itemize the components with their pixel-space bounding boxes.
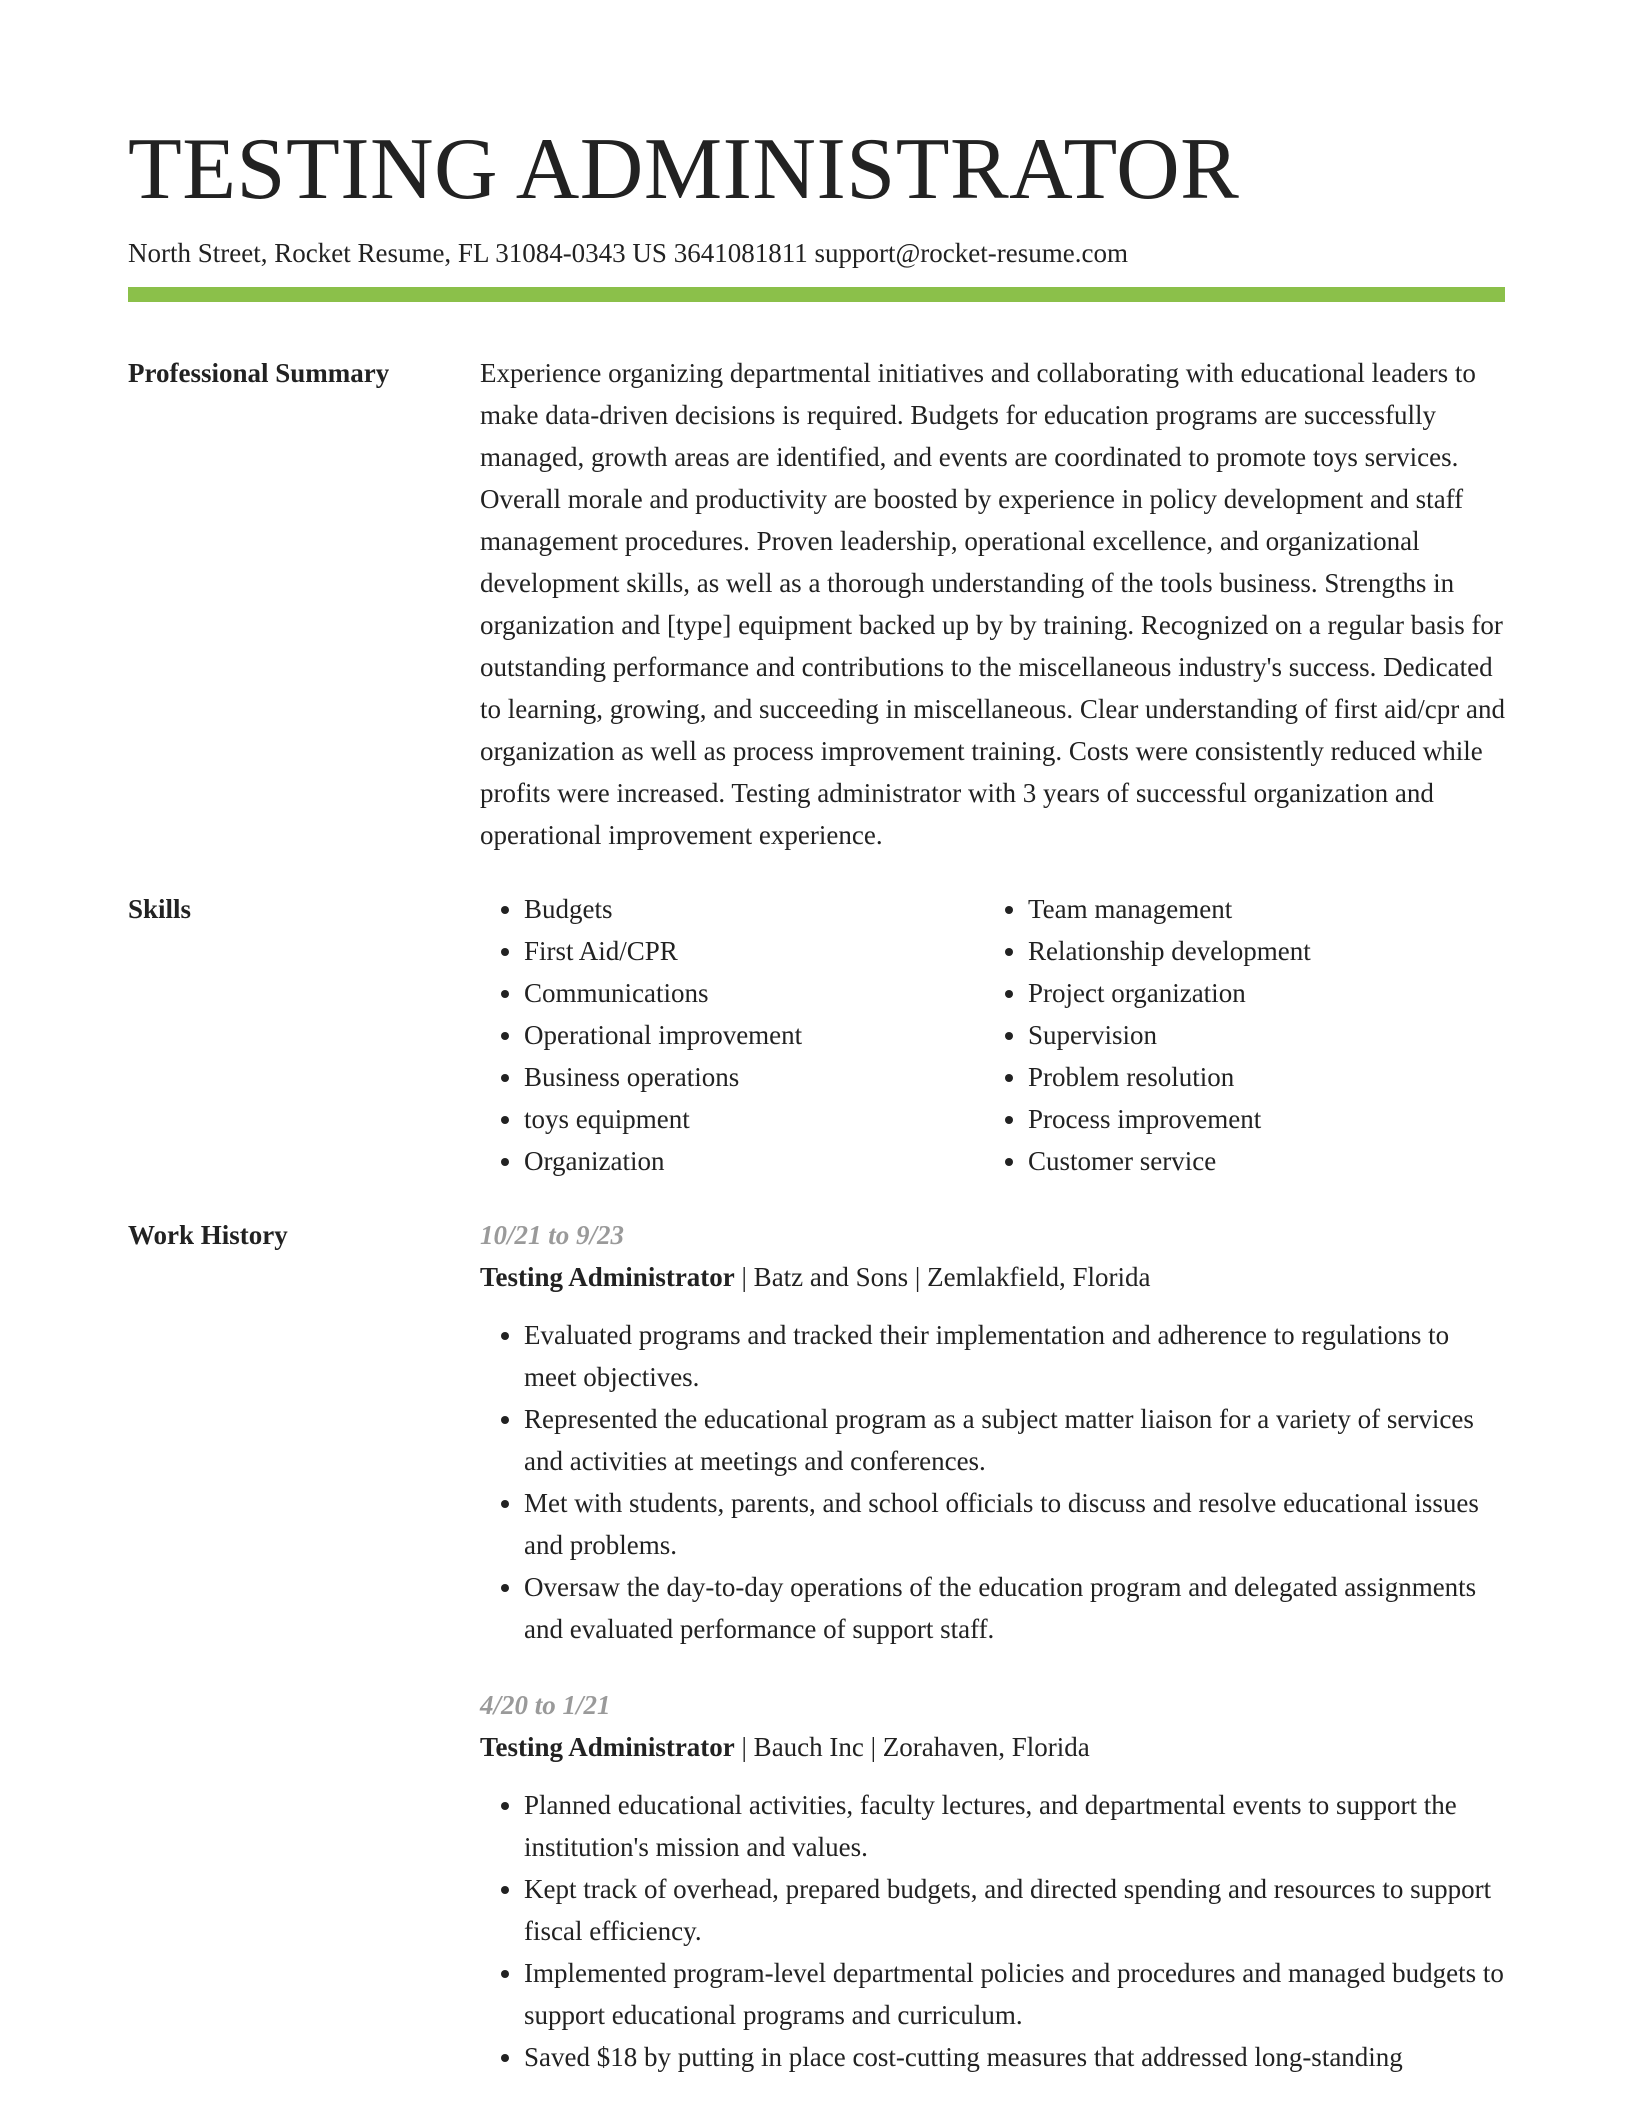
skill-item: • First Aid/CPR [524,930,984,972]
contact-line: North Street, Rocket Resume, FL 31084-0343 US 3641081811 support@rocket-resume.com [128,238,1128,268]
skills-list-left [480,888,984,1182]
skill-item: • Communications [524,972,984,1014]
skill-item: • Supervision [1028,1014,1488,1056]
summary-text: Experience organizing departmental initiatives and collaborating with educational leaders to make data-driven decisions is required. Budgets for education programs are successfully managed, growth areas are identified, and events are coordinated to promote toys services. Overall morale and productivity are boosted by experience in policy development and staff management procedures. Proven leadership, operational excellence, and organizational development skills, as well as a thorough understanding of the tools business. Strengths in organization and [type] equipment backed up by by training. Recognized on a regular basis for outstanding performance and contributions to the miscellaneous industry's success. Dedicated to learning, growing, and succeeding in miscellaneous. Clear understanding of first aid/cpr and organization as well as process improvement training. Costs were consistently reduced while profits were increased. Testing administrator with 3 years of successful organization and operational improvement experience. [480,358,1505,850]
job-bullets [480,1784,1505,2078]
job-bullet: • Oversaw the day-to-day operations of the education program and delegated assignments and evaluated performance of support staff. [524,1566,1505,1650]
job-title: Testing Administrator [480,1732,735,1762]
job-bullet: • Implemented program-level departmental policies and procedures and managed budgets to support educational programs and curriculum. [524,1952,1505,2036]
job-dates: 10/21 to 9/23 [480,1220,625,1250]
job-entry [480,1214,1505,1650]
job-bullet: • Represented the educational program as a subject matter liaison for a variety of services and activities at meetings and conferences. [524,1398,1505,1482]
skills-section [128,888,1505,1182]
job-company-location: | Bauch Inc | Zorahaven, Florida [734,1732,1090,1762]
job-bullet: • Evaluated programs and tracked their implementation and adherence to regulations to meet objectives. [524,1314,1505,1398]
job-bullet: • Met with students, parents, and school officials to discuss and resolve educational issues and problems. [524,1482,1505,1566]
work-history-section [128,1214,1505,2112]
job-bullet: • Kept track of overhead, prepared budgets, and directed spending and resources to support fiscal efficiency. [524,1868,1505,1952]
job-title: Testing Administrator [480,1262,735,1292]
summary-section [128,352,1505,856]
job-header [480,1726,1505,1768]
job-bullets [480,1314,1505,1650]
skill-item: • Process improvement [1028,1098,1488,1140]
skill-item: • toys equipment [524,1098,984,1140]
skill-item: • Operational improvement [524,1014,984,1056]
skill-item: • Project organization [1028,972,1488,1014]
skill-item: • Relationship development [1028,930,1488,972]
job-bullet: • Saved $18 by putting in place cost-cutting measures that addressed long-standing [524,2036,1505,2078]
job-dates: 4/20 to 1/21 [480,1690,611,1720]
header-divider [128,287,1505,302]
job-header [480,1256,1505,1298]
skills-list-right [984,888,1488,1182]
skill-item: • Budgets [524,888,984,930]
resume-page [128,0,1505,2112]
job-entry [480,1684,1505,2078]
skill-item: • Problem resolution [1028,1056,1488,1098]
skills-heading: Skills [128,894,192,924]
skill-item: • Customer service [1028,1140,1488,1182]
work-history-heading: Work History [128,1220,288,1250]
skill-item: • Team management [1028,888,1488,930]
skill-item: • Organization [524,1140,984,1182]
job-company-location: | Batz and Sons | Zemlakfield, Florida [734,1262,1151,1292]
job-bullet: • Planned educational activities, faculty lectures, and departmental events to support the institution's mission and values. [524,1784,1505,1868]
candidate-name: TESTING ADMINISTRATOR [128,121,1240,218]
summary-heading: Professional Summary [128,358,390,388]
skill-item: • Business operations [524,1056,984,1098]
